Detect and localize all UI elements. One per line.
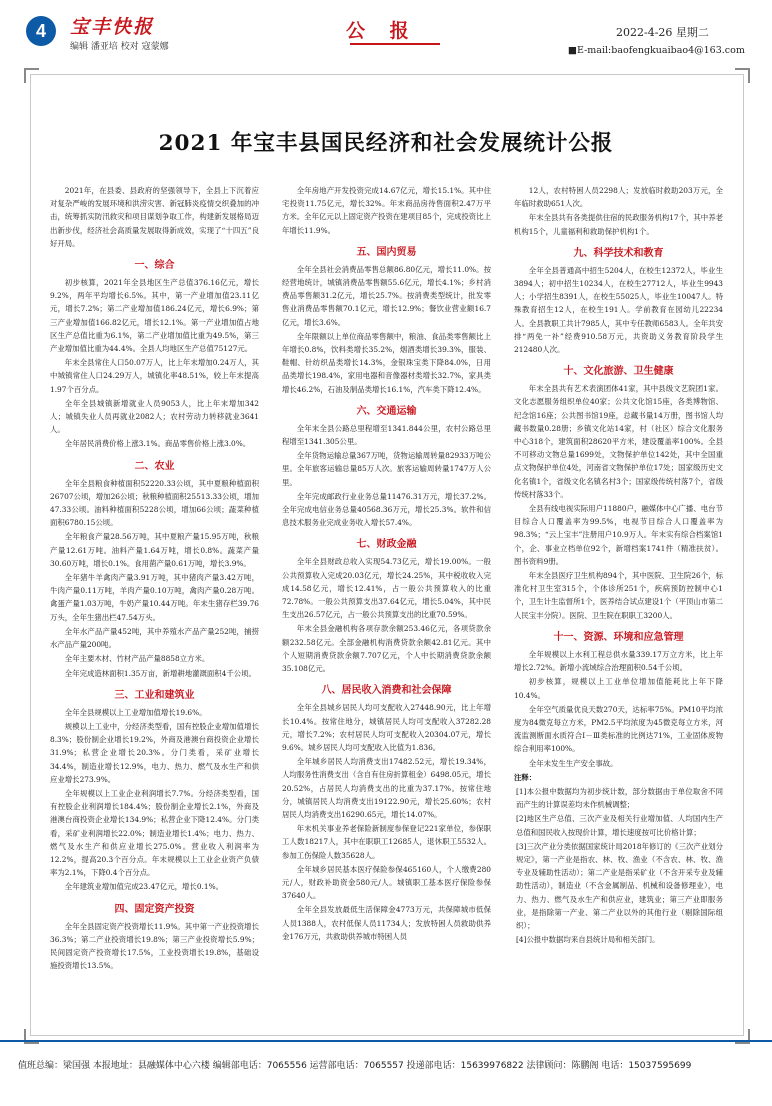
paragraph: 全年房地产开发投资完成14.67亿元，增长15.1%。其中住宅投资11.75亿元，增长32%。年末商品房待售面积2.47万平方米。全年亿元以上固定资产投资在建项目85个，完成投资比上年增长11.9%。 <box>282 186 491 235</box>
section-heading: 十、文化旅游、卫生健康 <box>563 366 674 378</box>
note-item: [3]三次产业分类依据国家统计局2018年修订的《三次产业划分规定》，第一产业是指农、林、牧、渔业（不含农、林、牧、渔专业及辅助性活动）；第二产业是指采矿业（不含开采专业及辅助性活动），制造业（不含金属制品、机械和设备修理业），电力、热力、燃气及水生产和供应业，建筑业；第三产业即服务业，是指除第一产业、第二产业以外的其他行业（剔除国际组织）； <box>516 841 723 930</box>
paragraph: 全年未发生生产安全事故。 <box>528 758 618 768</box>
paragraph: 全年城乡居民人均消费支出17482.52元，增长19.34%，人均服务性消费支出（含自有住房折算租金）6498.05元，增长20.52%，占居民人均消费支出的比重为37.17%。按常住地分，城镇居民人均消费支出19122.90元，增长25.60%；农村居民人均消费支出16290.65元，增长14.07%。 <box>282 757 491 819</box>
contact-email: ■E-mail:baofengkuaibao4@163.com <box>568 45 745 56</box>
paragraph: 全年规模以上工业企业利润增长7.7%。分经济类型看，国有控股企业利润增长184.4%；股份制企业增长2.1%，外商及港澳台商投资企业增长134.9%；私营企业下降12.4%。分门类看，采矿业利润增长22.0%；制造业增长1.4%；电力、热力、燃气及水生产和供应业增长275.0%。营业收入利润率为12.2%，提高20.3个百分点。年末规模以上工业企业资产负债率为2.1%，下降0.4个百分点。 <box>50 788 259 878</box>
paragraph: 年末全县共有艺术表演团体41家，其中县级文艺院团1家。文化志愿服务组织单位40家；公共文化馆15座，各类博物馆、纪念馆16座；公共图书馆19座，总藏书量14万册，图书馆人均藏书数量0.28册；乡镇文化站14家，村（社区）综合文化服务中心318个，建筑面积28620平方米，建设覆盖率100%。全县不可移动文物总量1699处，文物保护单位142处，其中全国重点文物保护单位4处，河南省文物保护单位17处；国家级历史文化名镇1个，省级文化名镇名村3个；国家级传统村落7个，省级传统村落33个。 <box>514 384 723 499</box>
paragraph: 初步核算，2021年全县地区生产总值376.16亿元，增长9.2%，两年平均增长6.5%。其中，第一产业增加值23.11亿元，增长7.2%；第二产业增加值186.24亿元，增长6.9%；第三产业增加值166.82亿元，增长12.1%。第一产业增加值占地区生产总值比重为6.1%，第二产业增加值比重为49.5%，第三产业增加值比重为44.4%。全县人均地区生产总值75127元。 <box>50 278 259 354</box>
footer-divider <box>0 1040 772 1042</box>
article-column-1 <box>50 184 259 1026</box>
paragraph: 全年全县财政总收入实现54.73亿元，增长19.00%。一般公共预算收入完成20.03亿元，增长24.25%，其中税收收入完成14.58亿元，增长12.41%，占一般公共预算收入的比重72.78%。一般公共预算支出37.64亿元，增长5.04%，其中民生支出26.57亿元，占一般公共预算支出的比重70.59%。 <box>282 557 491 620</box>
notes-heading: 注释： <box>514 772 537 782</box>
section-heading: 五、国内贸易 <box>356 246 417 258</box>
paragraph: 全年货物运输总量367万吨，货物运输周转量82933万吨公里。全年旅客运输总量85万人次。旅客运输周转量1747万人公里。 <box>282 451 491 487</box>
paragraph: 全年全县城镇新增就业人员9053人，比上年末增加342人；城镇失业人员再就业2082人；农村劳动力转移就业3641人。 <box>50 398 259 435</box>
corner-mark <box>24 68 39 83</box>
paragraph: 全年空气质量优良天数270天，达标率75%。PM10平均浓度为84微克每立方米，PM2.5平均浓度为45微克每立方米，河流监测断面水质符合Ⅰ－Ⅲ类标准的比例达71%，工业固体废物综合利用率100%。 <box>514 704 723 754</box>
paragraph: 全年全县固定资产投资增长11.9%。其中第一产业投资增长36.3%；第二产业投资增长19.8%；第三产业投资增长5.9%；民间固定资产投资增长17.5%，工业投资增长19.8%，基础设施投资增长13.5%。 <box>50 921 259 971</box>
paragraph: 全年完成邮政行业业务总量11476.31万元，增长37.2%。全年完成电信业务总量40568.36万元，增长25.3%。软件和信息技术服务业完成业务收入增长57.4%。 <box>282 491 491 528</box>
section-heading: 一、综合 <box>134 260 175 272</box>
paragraph: 年末全县常住人口50.07万人，比上年末增加0.24万人，其中城镇常住人口24.29万人，城镇化率48.51%，较上年末提高1.97个百分点。 <box>50 358 259 394</box>
paragraph: 全年猪牛羊禽肉产量3.91万吨，其中猪肉产量3.42万吨，牛肉产量0.11万吨，羊肉产量0.10万吨，禽肉产量0.28万吨。禽蛋产量1.03万吨，牛奶产量10.44万吨。年末生猪存栏39.76万头，全年生猪出栏47.54万头。 <box>50 573 259 622</box>
paragraph: 全年全县规模以上工业增加值增长19.6%。 <box>64 707 207 717</box>
paragraph: 年末全县医疗卫生机构894个，其中医院、卫生院26个，标准化村卫生室315个，个体诊所251个，疾病预防控制中心1个，卫生计生监督所1个，医养结合试点建设1个（平顶山市第二人民宝丰分院）。医院、卫生院在职职工3200人。 <box>514 571 723 620</box>
page-number: 4 <box>26 16 56 46</box>
paragraph: 12人，农村特困人员2298人；发放临时救助203万元，全年临时救助651人次。 <box>514 186 723 209</box>
section-underline <box>350 43 440 45</box>
section-heading: 二、农业 <box>134 460 175 472</box>
paragraph: 初步核算，规模以上工业单位增加值能耗比上年下降10.4%。 <box>514 677 723 700</box>
section-heading: 七、财政金融 <box>356 539 417 551</box>
issue-date: 2022-4-26 星期二 <box>616 26 709 39</box>
paragraph: 全年限额以上单位商品零售额中，粮油、食品类零售额比上年增长0.8%，饮料类增长35.2%，烟酒类增长39.3%，服装、鞋帽、针纺织品类增长14.3%，金银珠宝类下降84.0%，日用品类增长198.4%，家用电器和音像器材类增长32.7%，家具类增长46.2%，石油及制品类增长16.1%，汽车类下降12.4%。 <box>282 331 491 394</box>
paragraph: 全年全县发放最低生活保障金4773万元，共保障城市低保人员1388人，农村低保人员11734人；发放特困人员救助供养金176万元，共救助供养城市特困人员 <box>282 905 491 941</box>
paragraph: 全年全县普通高中招生5204人，在校生12372人，毕业生3894人；初中招生10234人，在校生27712人，毕业生9943人；小学招生8391人，在校生55025人，毕业生10047人。特殊教育招生12人，在校生191人。学前教育在园幼儿22234人。全县教职工共计7985人，其中专任教师6583人。全年共安排“两免一补”经费910.58万元，共资助义务教育阶段学生212480人次。 <box>514 265 723 355</box>
paragraph: 全年居民消费价格上涨3.1%。商品零售价格上涨3.0%。 <box>64 439 251 449</box>
editor-credits: 编辑 潘亚培 校对 寇蒙娜 <box>70 42 169 52</box>
paragraph: 全年全县城乡居民人均可支配收入27448.90元，比上年增长10.4%。按常住地分，城镇居民人均可支配收入37282.28元，增长7.2%；农村居民人均可支配收入20304.07元，增长9.6%。城乡居民人均可支配收入比值为1.836。 <box>282 703 491 752</box>
note-item: [2]地区生产总值、三次产业及相关行业增加值、人均国内生产总值和国民收入按现价计算，增长速度按可比价格计算； <box>516 814 723 837</box>
paragraph: 全年城乡居民基本医疗保险参保465160人，个人缴费280元/人，财政补助资金580元/人。城镇职工基本医疗保险参保37640人。 <box>282 864 491 901</box>
article-title: 2021 年宝丰县国民经济和社会发展统计公报 <box>158 131 614 156</box>
paragraph: 全年末全县公路总里程增至1341.844公里，农村公路总里程增至1341.305公里。 <box>282 423 491 447</box>
paragraph: 全年粮食产量28.56万吨，其中夏粮产量15.95万吨，秋粮产量12.61万吨。油料产量1.64万吨，增长0.8%。蔬菜产量30.60万吨，增长0.1%。食用菌产量0.61万吨，增长3.9%。 <box>50 532 259 568</box>
paragraph: 全年全县粮食种植面积52220.33公顷，其中夏粮种植面积26707公顷，增加26公顷；秋粮种植面积25513.33公顷，增加47.33公顷。油料种植面积5228公顷，增加66公顷；蔬菜种植面积6780.15公顷。 <box>50 478 259 528</box>
paragraph: 全年建筑业增加值完成23.47亿元，增长0.1%。 <box>64 882 223 892</box>
article-column-3 <box>514 184 723 1026</box>
paragraph: 全年全县社会消费品零售总额86.80亿元，增长11.0%。按经营地统计，城镇消费品零售额55.6亿元，增长4.1%；乡村消费品零售额31.2亿元，增长25.7%。按消费类型统计，批发零售业消费品零售额70.1亿元，增长12.9%；餐饮业营业额16.7亿元，增长3.6%。 <box>282 264 491 327</box>
paragraph: 2021年，在县委、县政府的坚强领导下，全县上下沉着应对复杂严峻的发展环境和洪涝灾害、新冠肺炎疫情交织叠加的冲击，统筹抓实防汛救灾和项目谋划争取工作，构建新发展格局迈出新步伐，经济社会高质量发展取得新成效，实现了“十四五”良好开局。 <box>50 186 259 248</box>
footer-info: 值班总编：梁国强 本报地址：县融媒体中心六楼 编辑部电话：7065556 运营部电话：7065557 投递部电话：15639976822 法律顾问：陈鹏阁 电话：15037595699 <box>18 1061 692 1071</box>
section-heading: 八、居民收入消费和社会保障 <box>321 685 452 697</box>
note-item: [1]本公报中数据均为初步统计数，部分数据由于单位取舍不同而产生的计算误差均未作机械调整； <box>516 786 723 810</box>
section-heading: 十一、资源、环境和应急管理 <box>553 631 684 643</box>
section-heading: 四、固定资产投资 <box>114 903 195 915</box>
section-heading: 三、工业和建筑业 <box>114 689 195 701</box>
section-title: 公 报 <box>346 20 418 42</box>
section-heading: 九、科学技术和教育 <box>573 247 664 259</box>
paragraph: 全县有线电视实际用户11880户，融媒体中心广播、电台节目综合人口覆盖率为99.5%，电视节目综合人口覆盖率为98.3%；“云上宝丰”注册用户10.9万人。年末实有综合档案馆1个，企、事业立档单位92个，新增档案1741件（精准扶贫）。图书资料9册。 <box>514 504 723 566</box>
newspaper-logo: 宝丰快报 <box>70 16 155 38</box>
paragraph: 规模以上工业中，分经济类型看，国有控股企业增加值增长8.3%；股份制企业增长19.2%，外商及港澳台商投资企业增长31.9%；私营企业增长20.3%。分门类看，采矿业增长34.4%，制造业增长12.9%，电力、热力、燃气及水生产和供应业增长273.9%。 <box>50 721 259 784</box>
paragraph: 全年主要木材、竹材产品产量8858立方米。 <box>64 654 210 664</box>
paragraph: 年末机关事业养老保险新制度参保登记221家单位，参保职工人数18217人，其中在职职工12685人，退休职工5532人。参加工伤保险人数35628人。 <box>282 824 491 860</box>
paragraph: 全年水产品产量452吨，其中养殖水产品产量252吨，捕捞水产品产量200吨。 <box>50 626 259 650</box>
paragraph: 年末全县共有各类提供住宿的民政服务机构17个，其中养老机构15个，儿童福利和救助保护机构1个。 <box>514 213 723 236</box>
paragraph: 年末全县金融机构各项存款余额253.46亿元，各项贷款余额232.58亿元。全部金融机构消费贷款余额42.81亿元。其中个人短期消费贷款余额7.707亿元，个人中长期消费贷款余额35.108亿元。 <box>282 624 491 674</box>
paragraph: 全年完成造林面积1.35万亩，新增耕地灌溉面积4千公顷。 <box>64 668 256 678</box>
section-heading: 六、交通运输 <box>356 405 417 417</box>
note-item: [4]公报中数据均来自县统计局和相关部门。 <box>516 935 660 945</box>
paragraph: 全年规模以上水利工程总供水量339.17万立方米，比上年增长2.72%。新增小流域综合治理面积0.54千公顷。 <box>514 649 723 673</box>
article-column-2 <box>282 184 491 1026</box>
corner-mark <box>735 68 750 83</box>
